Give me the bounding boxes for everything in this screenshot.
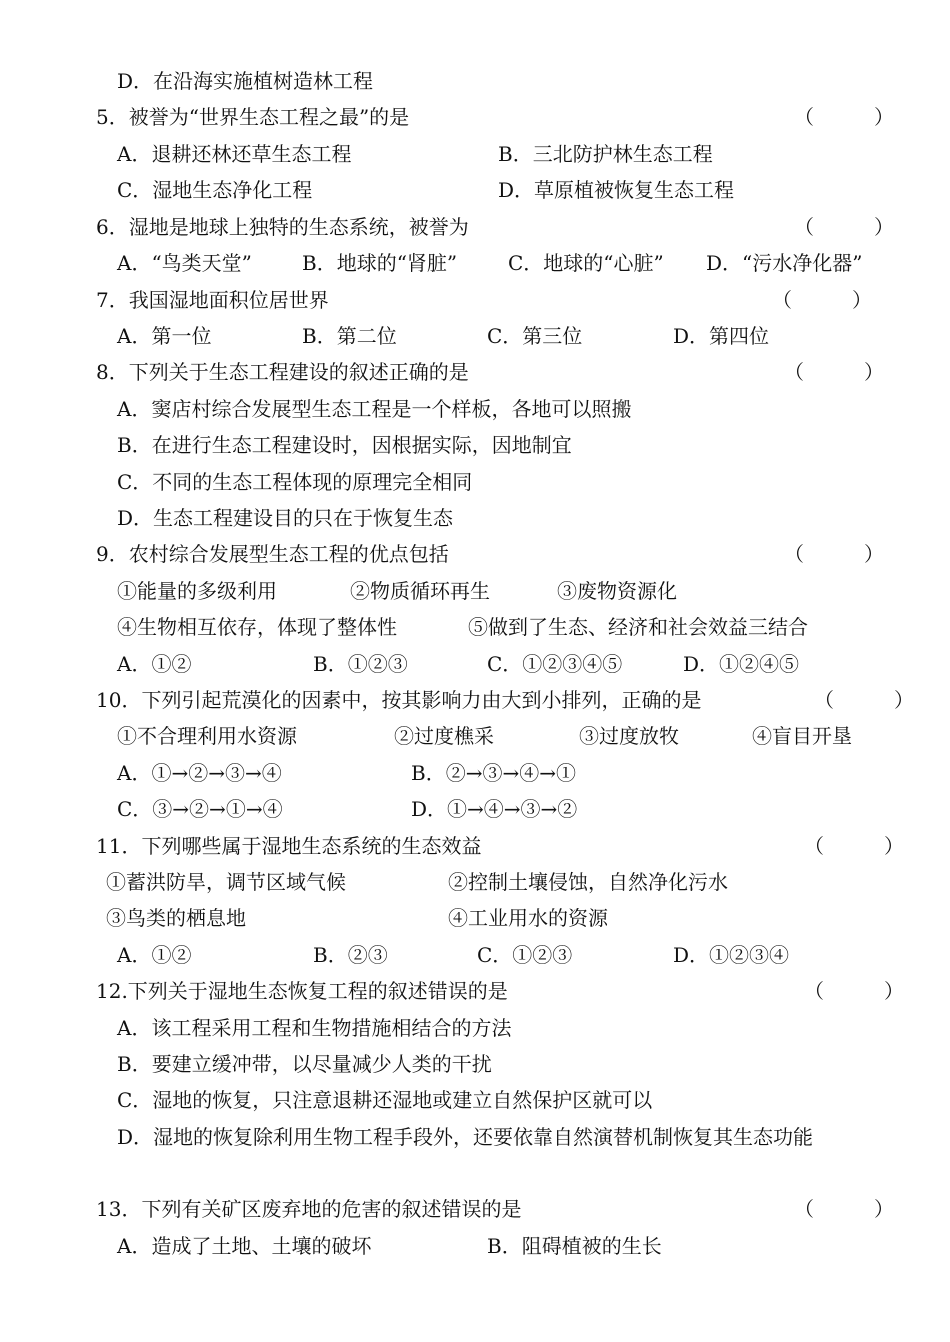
q10-item-2: ②过度樵采 — [394, 724, 494, 748]
q11-item-2: ②控制土壤侵蚀，自然净化污水 — [448, 870, 728, 894]
q7-option-c: C．第三位 — [487, 324, 583, 348]
q7-option-b: B．第二位 — [302, 324, 397, 348]
q10-item-1: ①不合理利用水资源 — [117, 724, 297, 748]
q11-stem: 11．下列哪些属于湿地生态系统的生态效益 — [96, 834, 482, 858]
q11-option-b: B．②③ — [313, 943, 388, 967]
q9-option-a: A．①② — [117, 652, 192, 676]
q12-stem: 12.下列关于湿地生态恢复工程的叙述错误的是 — [96, 979, 508, 1003]
q9-answer-blank[interactable]: （ ） — [784, 542, 884, 566]
q6-option-c: C．地球的“心脏” — [508, 251, 664, 275]
q8-option-c: C．不同的生态工程体现的原理完全相同 — [117, 470, 473, 494]
q10-option-c: C．③→②→①→④ — [117, 797, 283, 821]
q13-option-b: B．阻碍植被的生长 — [487, 1234, 662, 1258]
q13-option-a: A．造成了土地、土壤的破坏 — [117, 1234, 372, 1258]
q12-option-d: D．湿地的恢复除利用生物工程手段外，还要依靠自然演替机制恢复其生态功能 — [117, 1125, 814, 1149]
q11-item-4: ④工业用水的资源 — [448, 906, 608, 930]
q10-option-b: B．②→③→④→① — [411, 761, 576, 785]
q10-item-4: ④盲目开垦 — [752, 724, 852, 748]
q5-option-d: D．草原植被恢复生态工程 — [498, 178, 735, 202]
q11-item-1: ①蓄洪防旱，调节区域气候 — [106, 870, 346, 894]
q6-option-b: B．地球的“肾脏” — [302, 251, 458, 275]
q11-option-a: A．①② — [117, 943, 192, 967]
q12-answer-blank[interactable]: （ ） — [804, 979, 904, 1003]
q12-option-a: A．该工程采用工程和生物措施相结合的方法 — [117, 1016, 512, 1040]
q5-answer-blank[interactable]: （ ） — [794, 105, 894, 129]
q9-item-4: ④生物相互依存，体现了整体性 — [117, 615, 397, 639]
q12-option-c: C．湿地的恢复，只注意退耕还湿地或建立自然保护区就可以 — [117, 1088, 653, 1112]
q4-option-d: D．在沿海实施植树造林工程 — [117, 69, 374, 93]
q9-item-2: ②物质循环再生 — [350, 579, 490, 603]
q8-stem: 8．下列关于生态工程建设的叙述正确的是 — [96, 360, 469, 384]
q13-answer-blank[interactable]: （ ） — [794, 1197, 894, 1221]
q5-option-b: B．三北防护林生态工程 — [498, 142, 713, 166]
q9-stem: 9．农村综合发展型生态工程的优点包括 — [96, 542, 449, 566]
q7-option-d: D．第四位 — [673, 324, 770, 348]
q10-item-3: ③过度放牧 — [579, 724, 679, 748]
q8-option-a: A．窦店村综合发展型生态工程是一个样板，各地可以照搬 — [117, 397, 632, 421]
q9-item-3: ③废物资源化 — [557, 579, 677, 603]
q7-stem: 7．我国湿地面积位居世界 — [96, 288, 329, 312]
q8-option-b: B．在进行生态工程建设时，因根据实际，因地制宜 — [117, 433, 572, 457]
q10-stem: 10．下列引起荒漠化的因素中，按其影响力由大到小排列，正确的是 — [96, 688, 702, 712]
q8-answer-blank[interactable]: （ ） — [784, 360, 884, 384]
q10-answer-blank[interactable]: （ ） — [814, 688, 914, 712]
q8-option-d: D．生态工程建设目的只在于恢复生态 — [117, 506, 454, 530]
q6-option-a: A．“鸟类天堂” — [117, 251, 252, 275]
q13-stem: 13．下列有关矿区废弃地的危害的叙述错误的是 — [96, 1197, 522, 1221]
q9-item-1: ①能量的多级利用 — [117, 579, 277, 603]
q11-answer-blank[interactable]: （ ） — [804, 834, 904, 858]
q10-option-d: D．①→④→③→② — [411, 797, 578, 821]
q7-option-a: A．第一位 — [117, 324, 212, 348]
q9-option-d: D．①②④⑤ — [683, 652, 800, 676]
q9-item-5: ⑤做到了生态、经济和社会效益三结合 — [468, 615, 808, 639]
q6-stem: 6．湿地是地球上独特的生态系统，被誉为 — [96, 215, 469, 239]
q6-option-d: D．“污水净化器” — [706, 251, 863, 275]
q5-stem: 5．被誉为“世界生态工程之最”的是 — [96, 105, 410, 129]
q11-item-3: ③鸟类的栖息地 — [106, 906, 246, 930]
q9-option-b: B．①②③ — [313, 652, 408, 676]
q12-option-b: B．要建立缓冲带，以尽量减少人类的干扰 — [117, 1052, 492, 1076]
q10-option-a: A．①→②→③→④ — [117, 761, 282, 785]
q11-option-c: C．①②③ — [477, 943, 573, 967]
q5-option-a: A．退耕还林还草生态工程 — [117, 142, 352, 166]
q7-answer-blank[interactable]: （ ） — [772, 288, 872, 312]
q11-option-d: D．①②③④ — [673, 943, 790, 967]
q9-option-c: C．①②③④⑤ — [487, 652, 623, 676]
q5-option-c: C．湿地生态净化工程 — [117, 178, 313, 202]
q6-answer-blank[interactable]: （ ） — [794, 215, 894, 239]
